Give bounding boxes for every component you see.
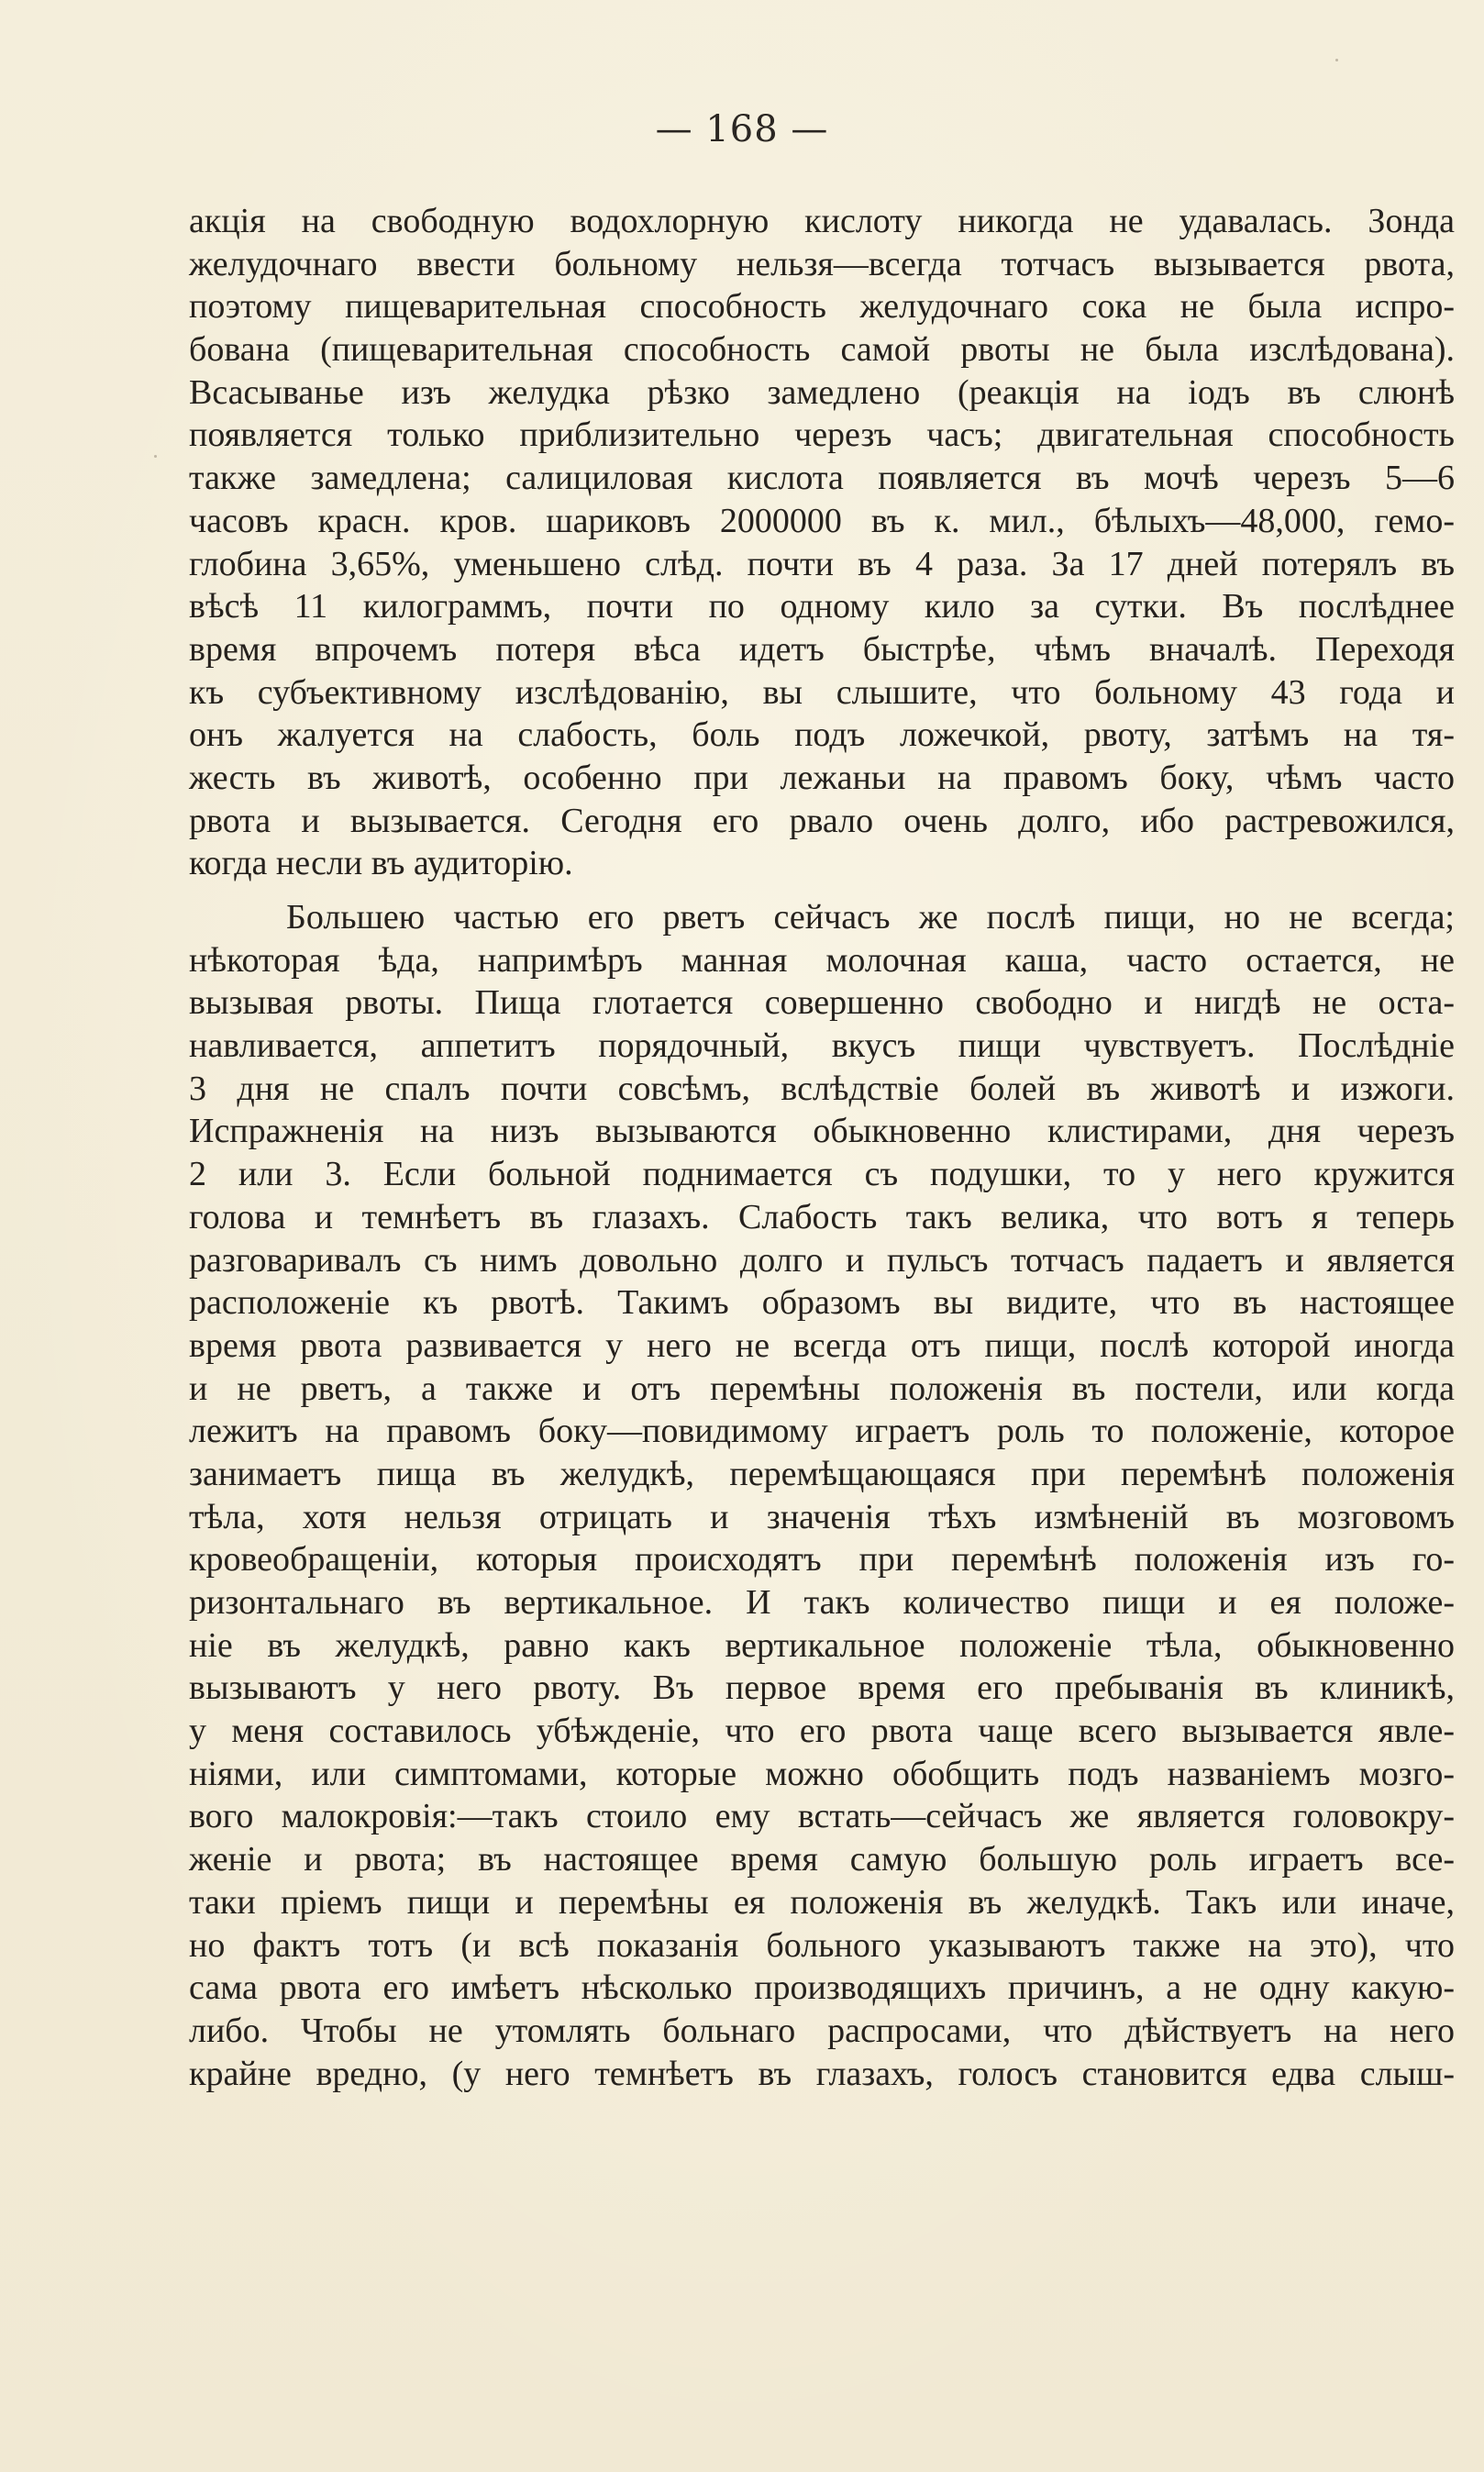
paper-speck <box>1335 59 1338 61</box>
text-line: акція на свободную водохлорную кислоту никогда не удавалась. Зонда <box>189 202 1455 240</box>
paragraph-2 <box>189 896 1455 2095</box>
text-line: ніями, или симптомами, которые можно обобщить подъ названіемъ мозго- <box>189 1754 1455 1793</box>
text-line: появляется только приблизительно черезъ часъ; двигательная способность <box>189 416 1455 455</box>
text-line: ризонтальнаго въ вертикальное. И такъ количество пищи и ея положе- <box>189 1583 1455 1622</box>
text-line: также замедлена; салициловая кислота появляется въ мочѣ черезъ 5—6 <box>189 459 1455 498</box>
page-number: — 168 — <box>655 108 829 150</box>
text-line: кровеобращеніи, которыя происходятъ при перемѣнѣ положенія изъ го- <box>189 1540 1455 1580</box>
text-line: рвота и вызывается. Сегодня его рвало очень долго, ибо растревожился, <box>189 801 1455 840</box>
text-line: вызывая рвоты. Пища глотается совершенно свободно и нигдѣ не оста- <box>189 983 1455 1023</box>
paragraph-1 <box>189 200 1455 885</box>
text-line: къ субъективному изслѣдованію, вы слышите, что больному 43 года и <box>189 672 1455 712</box>
text-line: онъ жалуется на слабость, боль подъ ложечкой, рвоту, затѣмъ на тя- <box>189 715 1455 755</box>
text-line: вызываютъ у него рвоту. Въ первое время его пребыванія въ клиникѣ, <box>189 1668 1455 1708</box>
text-line: бована (пищеварительная способность самой рвоты не была изслѣдована). <box>189 330 1455 370</box>
paper-speck <box>154 455 157 458</box>
text-line: Всасыванье изъ желудка рѣзко замедлено (реакція на іодъ въ слюнѣ <box>189 372 1455 412</box>
text-line: поэтому пищеварительная способность желудочнаго сока не была испро- <box>189 287 1455 327</box>
text-line: сама рвота его имѣетъ нѣсколько производящихъ причинъ, а не одну какую- <box>189 1968 1455 2008</box>
text-line: но фактъ тотъ (и всѣ показанія больного указываютъ также на это), что <box>189 1925 1455 1965</box>
text-line: навливается, аппетитъ порядочный, вкусъ пищи чувствуетъ. Послѣдніе <box>189 1026 1455 1066</box>
text-line: либо. Чтобы не утомлять больнаго распросами, что дѣйствуетъ на него <box>189 2011 1455 2050</box>
text-line: жесть въ животѣ, особенно при лежаньи на правомъ боку, чѣмъ часто <box>189 758 1455 797</box>
text-line: лежитъ на правомъ боку—повидимому играетъ роль то положеніе, которое <box>189 1412 1455 1451</box>
text-line: нѣкоторая ѣда, напримѣръ манная молочная каша, часто остается, не <box>189 940 1455 980</box>
text-line: когда несли въ аудиторію. <box>189 844 573 883</box>
text-line: женіе и рвота; въ настоящее время самую большую роль играетъ все- <box>189 1840 1455 1879</box>
text-line: у меня составилось убѣжденіе, что его рвота чаще всего вызывается явле- <box>189 1712 1455 1751</box>
text-line: занимаетъ пища въ желудкѣ, перемѣщающаяся при перемѣнѣ положенія <box>189 1454 1455 1493</box>
text-line: голова и темнѣетъ въ глазахъ. Слабость такъ велика, что вотъ я теперь <box>189 1197 1455 1236</box>
text-line: Большею частью его рветъ сейчасъ же послѣ пищи, но не всегда; <box>286 898 1455 937</box>
text-line: желудочнаго ввести больному нельзя—всегда тотчасъ вызывается рвота, <box>189 244 1455 283</box>
text-line: время впрочемъ потеря вѣса идетъ быстрѣе, чѣмъ вначалѣ. Переходя <box>189 629 1455 669</box>
text-line: вѣсѣ 11 килограммъ, почти по одному кило за сутки. Въ послѣднее <box>189 587 1455 626</box>
text-line: вого малокровія:—такъ стоило ему встать—сейчасъ же является головокру- <box>189 1797 1455 1836</box>
text-line: тѣла, хотя нельзя отрицать и значенія тѣхъ измѣненій въ мозговомъ <box>189 1497 1455 1536</box>
text-line: разговаривалъ съ нимъ довольно долго и пульсъ тотчасъ падаетъ и является <box>189 1240 1455 1280</box>
text-line: таки пріемъ пищи и перемѣны ея положенія въ желудкѣ. Такъ или иначе, <box>189 1882 1455 1922</box>
text-line: расположеніе къ рвотѣ. Такимъ образомъ вы видите, что въ настоящее <box>189 1283 1455 1323</box>
text-line: 2 или 3. Если больной поднимается съ подушки, то у него кружится <box>189 1155 1455 1194</box>
text-line: крайне вредно, (у него темнѣетъ въ глазахъ, голосъ становится едва слыш- <box>189 2054 1455 2093</box>
text-line: и не рветъ, а также и отъ перемѣны положенія въ постели, или когда <box>189 1369 1455 1408</box>
text-line: ніе въ желудкѣ, равно какъ вертикальное положеніе тѣла, обыкновенно <box>189 1625 1455 1665</box>
body-text <box>189 200 1455 2095</box>
text-line: Испражненія на низъ вызываются обыкновенно клистирами, дня черезъ <box>189 1112 1455 1151</box>
text-line: 3 дня не спалъ почти совсѣмъ, вслѣдствіе болей въ животѣ и изжоги. <box>189 1069 1455 1108</box>
text-line: время рвота развивается у него не всегда отъ пищи, послѣ которой иногда <box>189 1325 1455 1365</box>
text-line: часовъ красн. кров. шариковъ 2000000 въ к. мил., бѣлыхъ—48,000, гемо- <box>189 501 1455 540</box>
text-line: глобина 3,65%, уменьшено слѣд. почти въ 4 раза. За 17 дней потерялъ въ <box>189 544 1455 583</box>
